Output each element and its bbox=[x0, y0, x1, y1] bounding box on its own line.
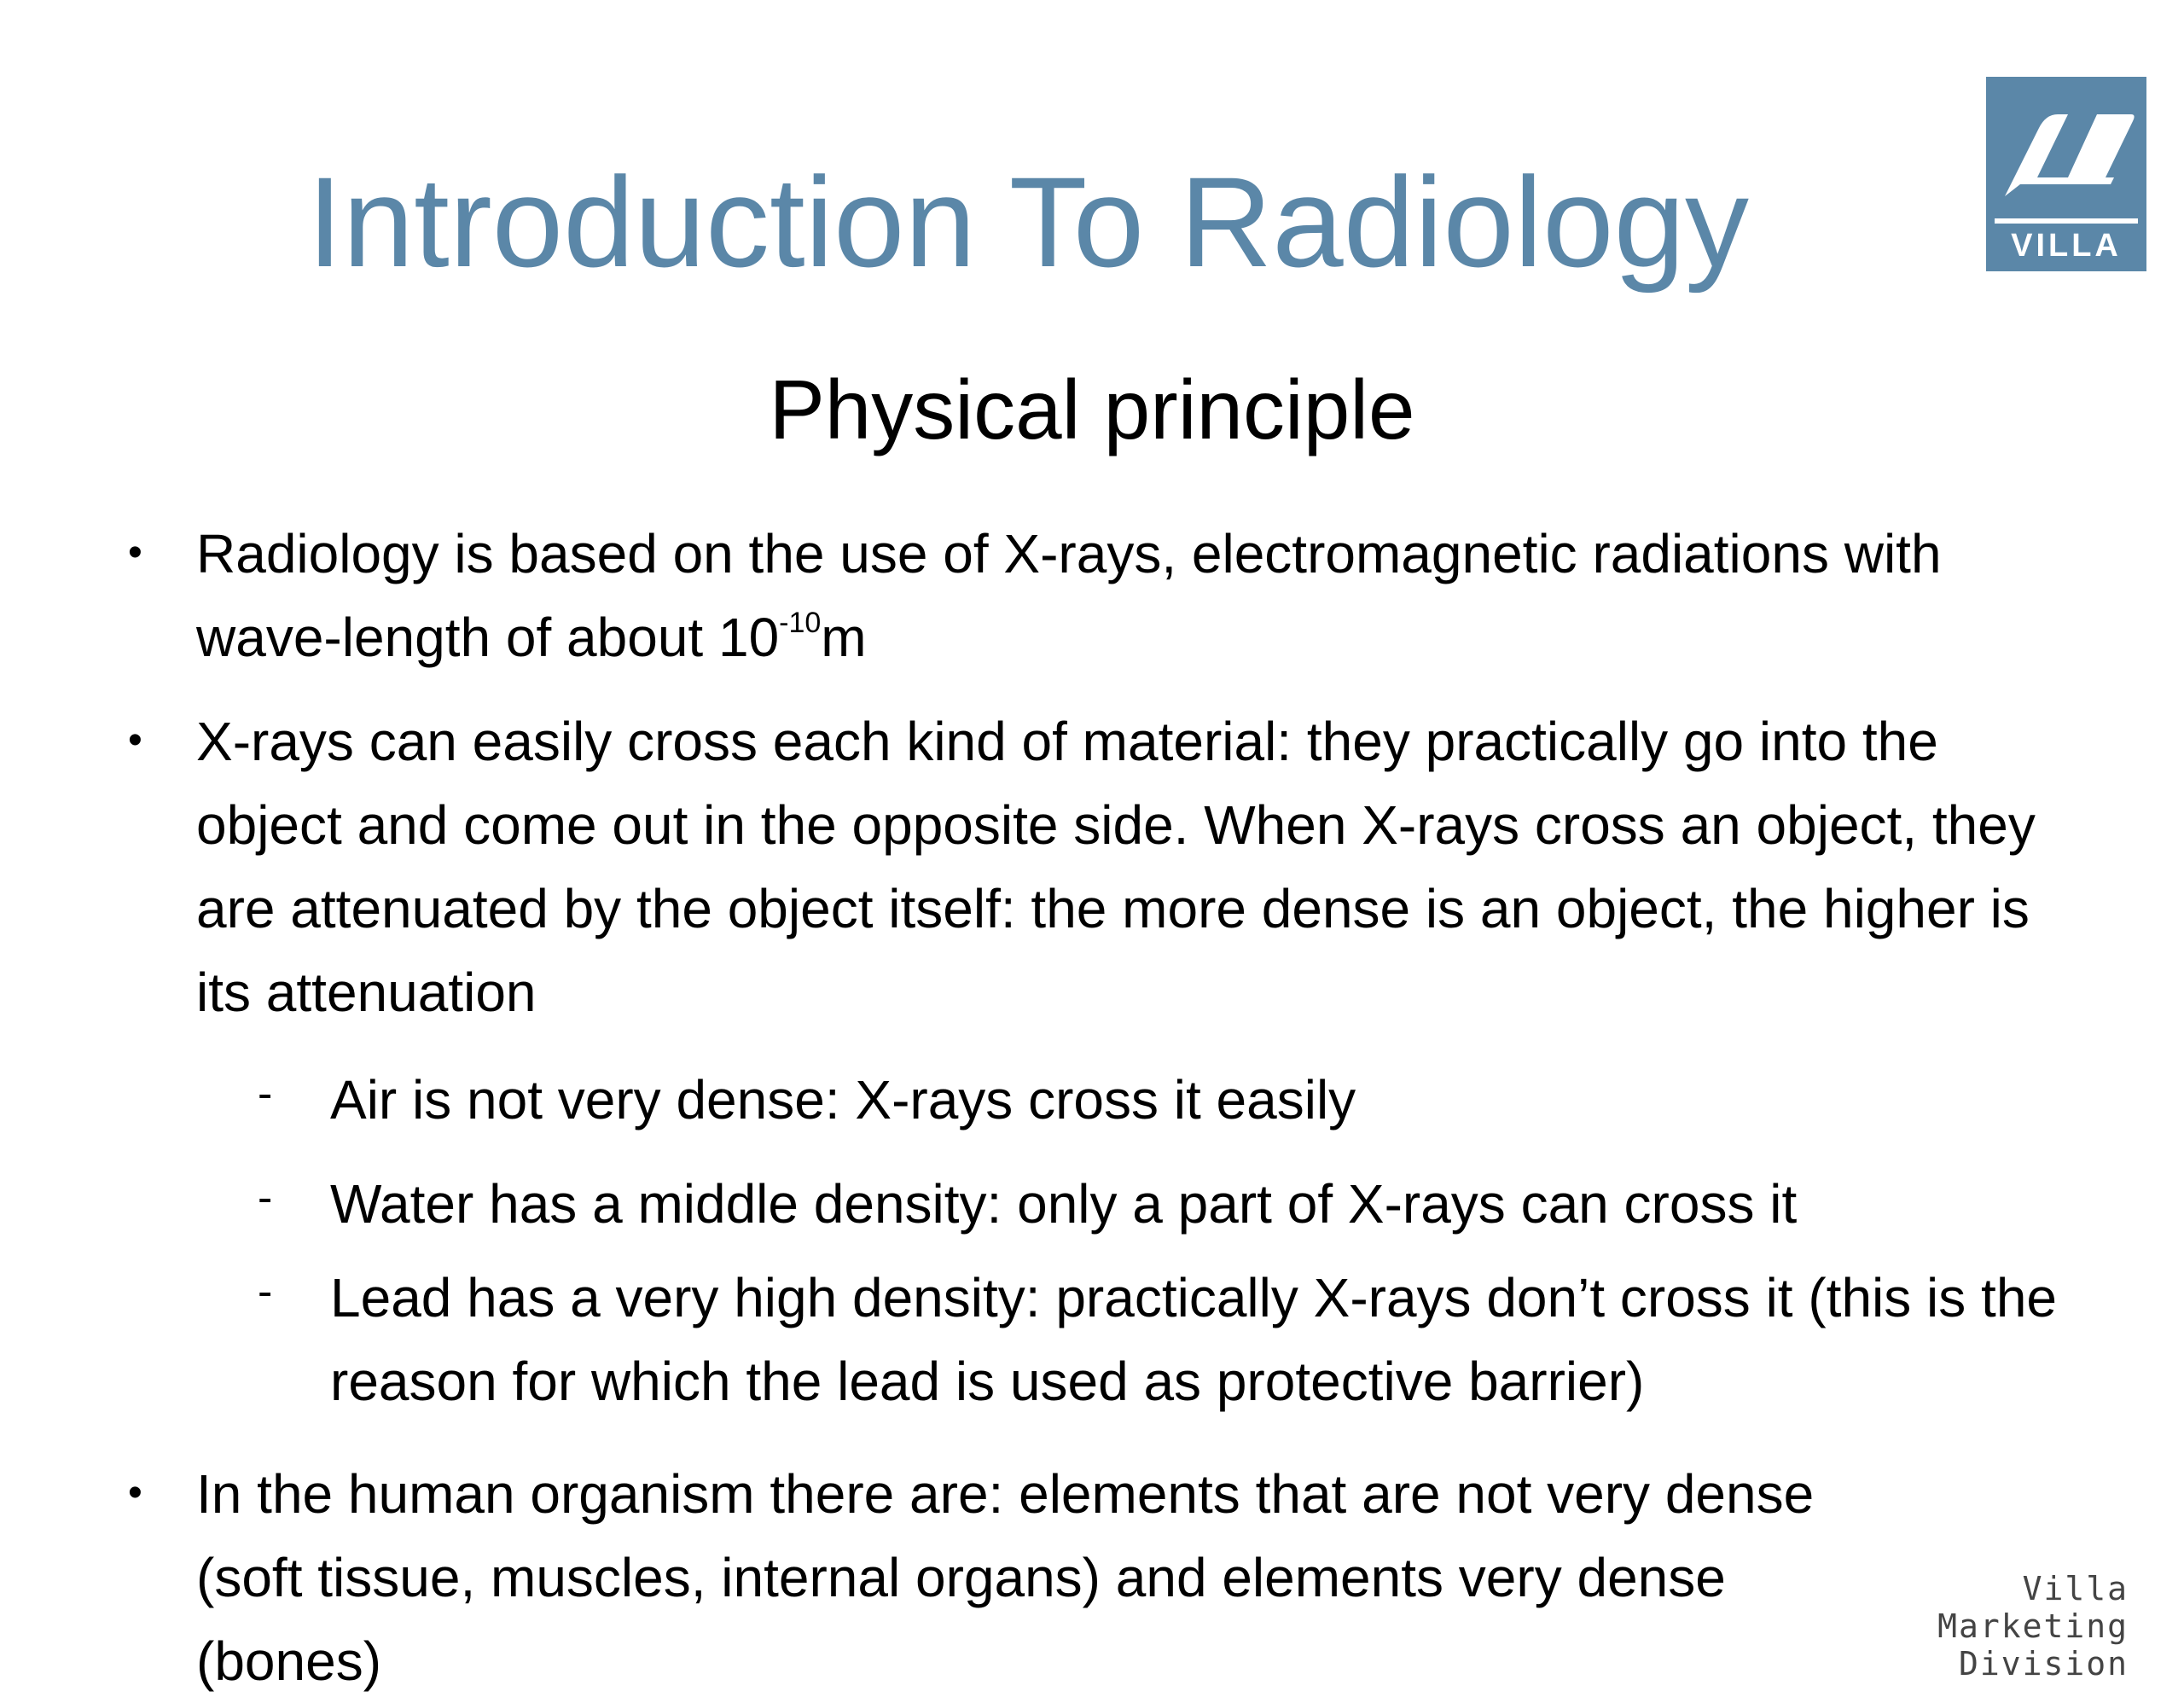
exponent: -10 bbox=[779, 607, 822, 639]
bullet-item-3: In the human organism there are: elements that are not very dense (soft tissue, muscles, internal organs) and elements very dense (bones) bbox=[196, 1463, 1815, 1692]
bullet-item-2: X-rays can easily cross each kind of material: they practically go into the object and come out in the opposite side. When X-rays cross an object, they are attenuated by the object itself: the more dense is an object, the higher is its attenuation bbox=[196, 711, 2036, 1023]
sub-bullet-item-2: Water has a middle density: only a part of X-rays can cross it bbox=[330, 1173, 1798, 1235]
sub-bullet-item-1: Air is not very dense: X-rays cross it easily bbox=[330, 1069, 1356, 1130]
villa-logo bbox=[1986, 77, 2146, 271]
bullet-item-1: Radiology is based on the use of X-rays, electromagnetic radiations with wave-length of about $10^{-10}m$ bbox=[196, 523, 1942, 668]
dash-marker: - bbox=[258, 1267, 273, 1316]
bullet-marker: • bbox=[128, 1470, 142, 1515]
footer-line-2: Division bbox=[1958, 1645, 2129, 1683]
bullet-marker: • bbox=[128, 530, 142, 575]
logo-wordmark: VILLA bbox=[2011, 228, 2122, 264]
dash-marker: - bbox=[258, 1069, 273, 1119]
page-title: Introduction To Radiology bbox=[307, 150, 1749, 294]
footer-line-1: Villa Marketing bbox=[1937, 1570, 2129, 1645]
bullet-marker: • bbox=[128, 718, 142, 763]
slide-subtitle: Physical principle bbox=[769, 363, 1415, 456]
villa-logo-icon bbox=[1986, 77, 2146, 229]
footer bbox=[1821, 1570, 2129, 1683]
sub-bullet-item-3: Lead has a very high density: practically X-rays don’t cross it (this is the reason for which the lead is used as protective barrier) bbox=[330, 1267, 2057, 1412]
dash-marker: - bbox=[258, 1173, 273, 1223]
